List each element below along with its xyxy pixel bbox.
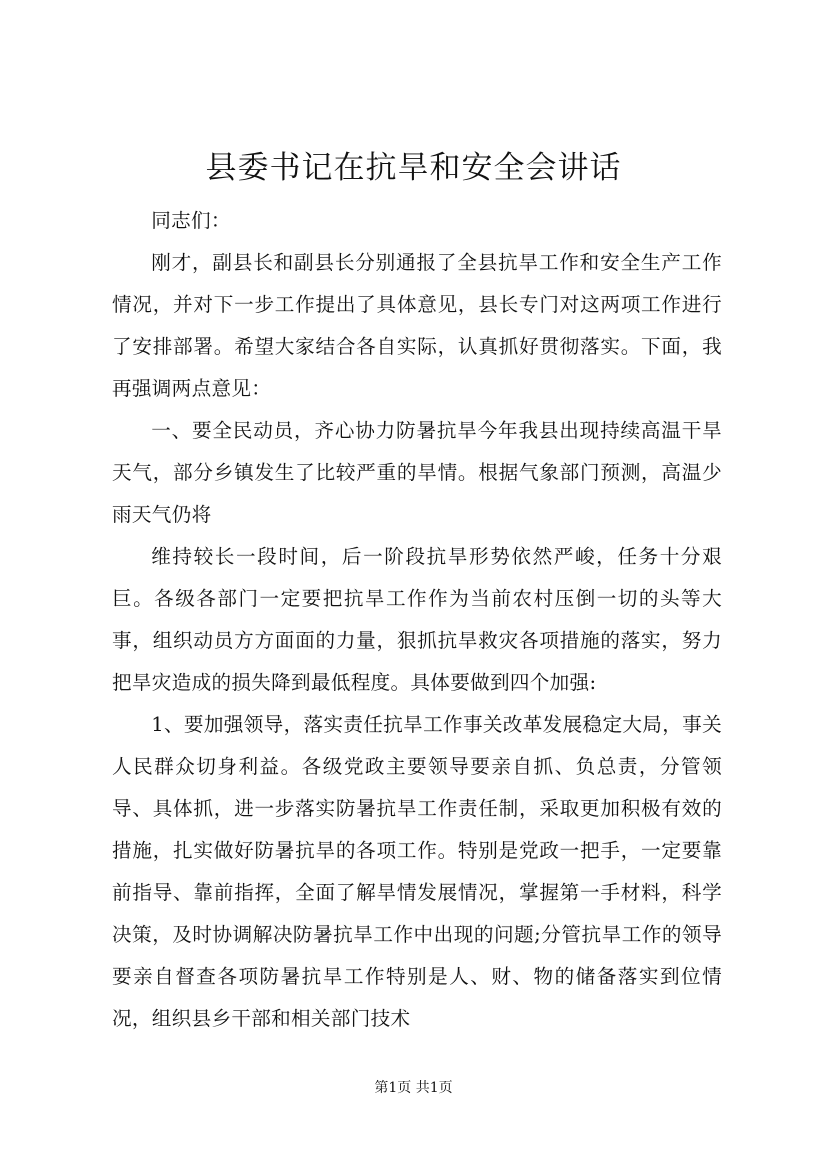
paragraph-point-one: 1、要加强领导，落实责任抗旱工作事关改革发展稳定大局，事关人民群众切身利益。各级党政主要领导要亲自抓、负总责，分管领导、具体抓，进一步落实防暑抗旱工作责任制，采取更加积极有效的措施，扎实做好防暑抗旱的各项工作。特别是党政一把手，一定要靠前指导、靠前指挥，全面了解旱情发展情况，掌握第一手材料，科学决策，及时协调解决防暑抗旱工作中出现的问题;分管抗旱工作的领导要亲自督查各项防暑抗旱工作特别是人、财、物的储备落实到位情况，组织县乡干部和相关部门技术 [112, 713, 722, 1030]
document-title: 县委书记在抗旱和安全会讲话 [205, 150, 622, 186]
paragraph-salutation: 同志们： [151, 209, 231, 232]
paragraph-section-one-continued: 维持较长一段时间，后一阶段抗旱形势依然严峻，任务十分艰巨。各级各部门一定要把抗旱工作作为当前农村压倒一切的头等大事，组织动员方方面面的力量，狠抓抗旱救灾各项措施的落实，努力把旱灾造成的损失降到最低程度。具体要做到四个加强: [112, 545, 722, 694]
page-footer: 第1页 共1页 [374, 1080, 453, 1096]
document-body [112, 200, 722, 1040]
paragraph-section-one: 一、要全民动员，齐心协力防暑抗旱今年我县出现持续高温干旱天气，部分乡镇发生了比较严重的旱情。根据气象部门预测，高温少雨天气仍将 [112, 419, 722, 526]
paragraph-intro: 刚才，副县长和副县长分别通报了全县抗旱工作和安全生产工作情况，并对下一步工作提出了具体意见，县长专门对这两项工作进行了安排部署。希望大家结合各自实际，认真抓好贯彻落实。下面，我再强调两点意见： [112, 251, 722, 400]
